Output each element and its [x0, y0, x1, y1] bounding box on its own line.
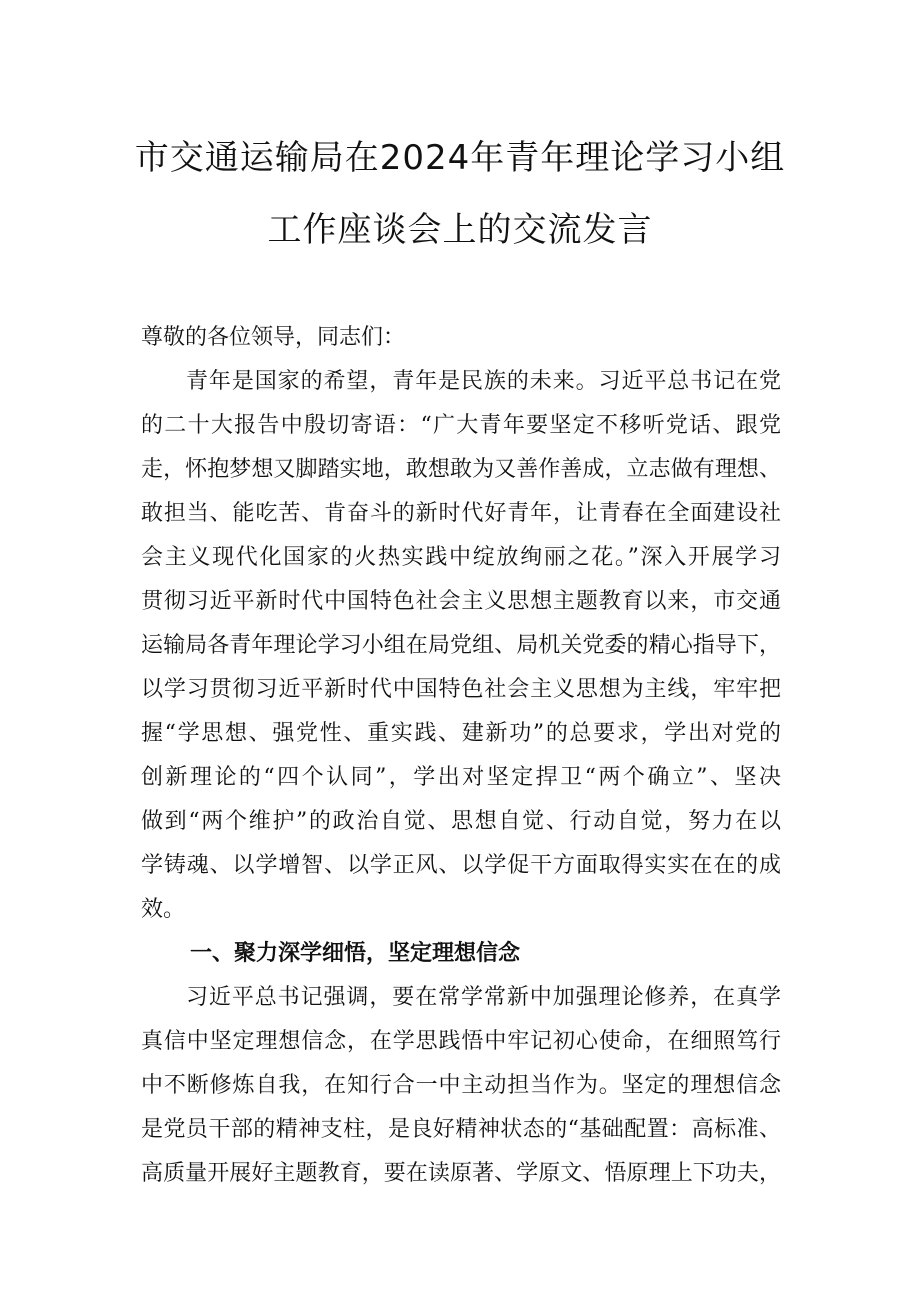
paragraph-2-line: 中不断修炼自我，在知行合一中主动担当作为。坚定的理想信念	[141, 1073, 781, 1098]
paragraph-1-line: 效。	[141, 897, 186, 922]
paragraph-2-line: 真信中坚定理想信念，在学思践悟中牢记初心使命，在细照笃行	[141, 1029, 781, 1054]
paragraph-2-line: 是党员干部的精神支柱，是良好精神状态的“基础配置：高标准、	[141, 1117, 781, 1142]
paragraph-1-line: 会主义现代化国家的火热实践中绽放绚丽之花。”深入开展学习	[141, 545, 781, 570]
paragraph-2-line: 高质量开展好主题教育，要在读原著、学原文、悟原理上下功夫，	[141, 1161, 781, 1186]
section-1-heading: 一、聚力深学细悟，坚定理想信念	[190, 941, 521, 966]
paragraph-1-line: 青年是国家的希望，青年是民族的未来。习近平总书记在党	[186, 369, 781, 394]
paragraph-1-line: 敢担当、能吃苦、肯奋斗的新时代好青年，让青春在全面建设社	[141, 501, 781, 526]
paragraph-2-line: 习近平总书记强调，要在常学常新中加强理论修养，在真学	[186, 985, 781, 1010]
document-title-line-2: 工作座谈会上的交流发言	[267, 210, 653, 250]
document-title-line-1: 市交通运输局在2024年青年理论学习小组	[134, 138, 786, 178]
paragraph-1-line: 以学习贯彻习近平新时代中国特色社会主义思想为主线，牢牢把	[141, 677, 781, 702]
paragraph-1-line: 做到“两个维护”的政治自觉、思想自觉、行动自觉，努力在以	[141, 809, 781, 834]
paragraph-1-line: 走，怀抱梦想又脚踏实地，敢想敢为又善作善成，立志做有理想、	[141, 457, 781, 482]
paragraph-1-line: 学铸魂、以学增智、以学正风、以学促干方面取得实实在在的成	[141, 853, 781, 878]
salutation: 尊敬的各位领导，同志们：	[141, 325, 406, 350]
paragraph-1-line: 握“学思想、强党性、重实践、建新功”的总要求，学出对党的	[141, 721, 781, 746]
paragraph-1-line: 的二十大报告中殷切寄语：“广大青年要坚定不移听党话、跟党	[141, 413, 781, 438]
paragraph-1-line: 贯彻习近平新时代中国特色社会主义思想主题教育以来，市交通	[141, 589, 781, 614]
paragraph-1-line: 创新理论的“四个认同”，学出对坚定捍卫“两个确立”、坚决	[141, 765, 781, 790]
paragraph-1-line: 运输局各青年理论学习小组在局党组、局机关党委的精心指导下，	[141, 633, 781, 658]
